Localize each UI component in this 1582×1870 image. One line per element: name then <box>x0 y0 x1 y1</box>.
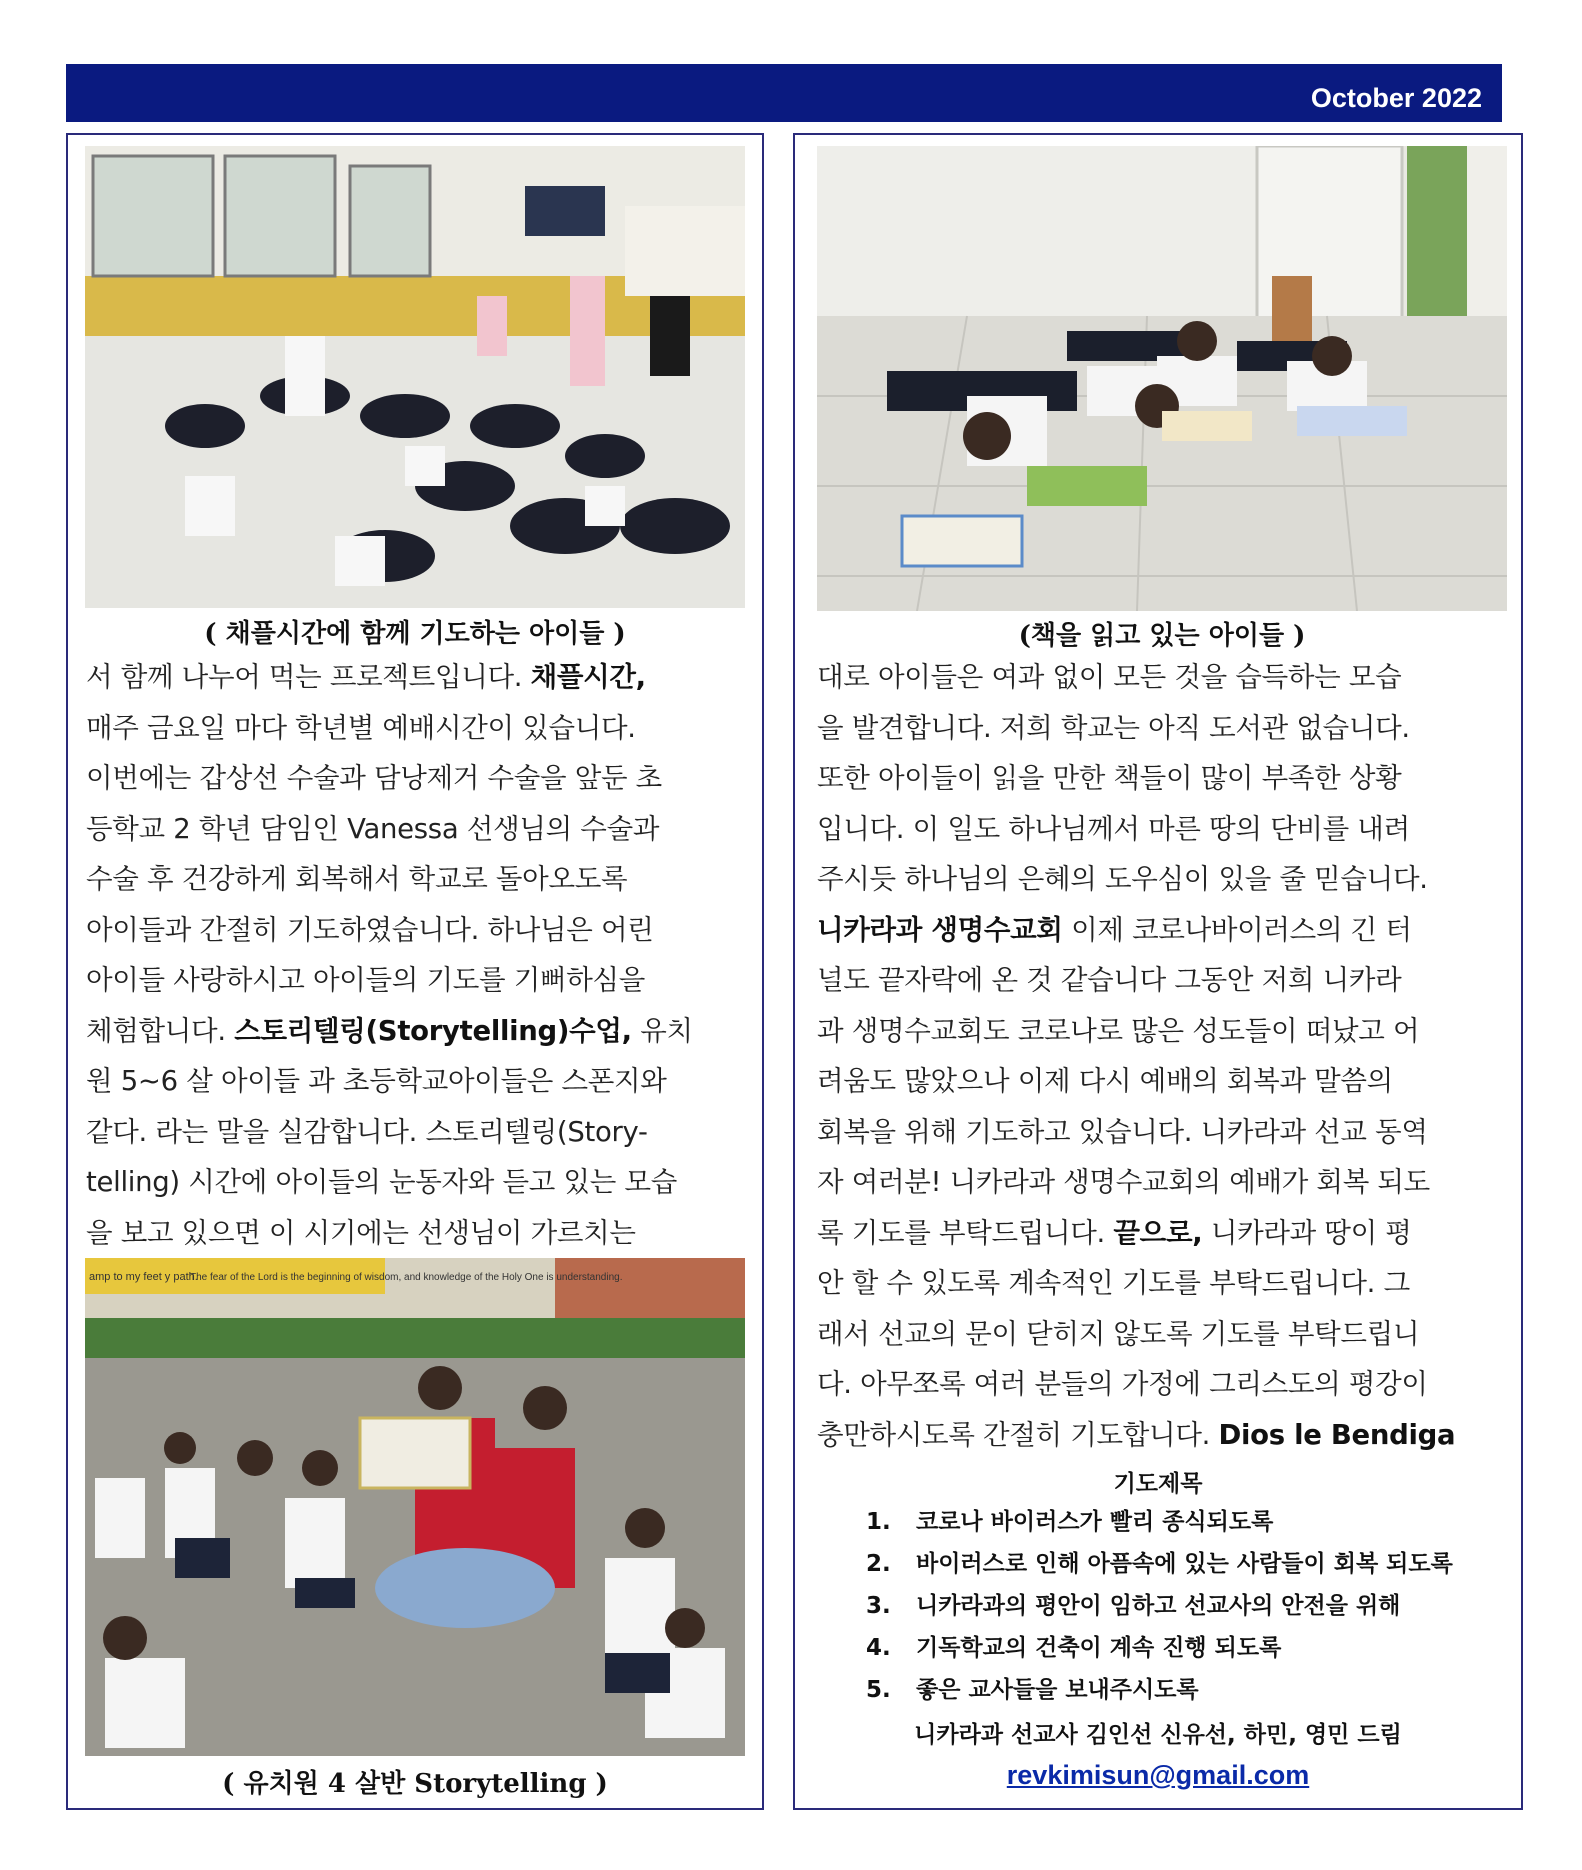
text-line <box>817 1309 1517 1360</box>
prayer-requests-list <box>866 1503 1453 1713</box>
prayer-item-text: 기독학교의 건축이 계속 진행 되도록 <box>916 1635 1282 1661</box>
right-body-paragraph <box>817 652 1517 1460</box>
bold-heading-text: 끝으로, <box>1113 1216 1203 1249</box>
prayer-item-number: 3. <box>866 1593 891 1619</box>
prayer-item <box>866 1671 1453 1713</box>
text-segment: 원 5~6 살 아이들 과 초등학교아이들은 스폰지와 <box>86 1065 667 1097</box>
bold-heading-text: 채플시간, <box>530 661 646 693</box>
text-segment: 체험합니다. <box>86 1014 235 1047</box>
text-line <box>86 804 756 855</box>
prayer-item-text: 바이러스로 인해 아픔속에 있는 사람들이 회복 되도록 <box>916 1551 1453 1577</box>
storytelling-photo <box>85 1258 745 1756</box>
text-line <box>86 1056 756 1107</box>
text-line <box>817 905 1517 956</box>
text-line <box>817 753 1517 804</box>
text-segment: 충만하시도록 간절히 기도합니다. <box>817 1418 1219 1451</box>
text-line <box>817 1359 1517 1410</box>
text-segment: 대로 아이들은 여과 없이 모든 것을 습득하는 모습 <box>817 661 1402 693</box>
header-bar <box>66 64 1502 122</box>
text-line <box>86 955 756 1006</box>
newsletter-date: October 2022 <box>1310 83 1482 113</box>
text-line <box>86 854 756 905</box>
prayer-item <box>866 1503 1453 1545</box>
prayer-item-number: 4. <box>866 1635 891 1661</box>
chapel-photo-caption: ( 채플시간에 함께 기도하는 아이들 ) <box>204 619 626 649</box>
storytelling-photo-caption: ( 유치원 4 살반 Storytelling ) <box>222 1769 608 1799</box>
text-line <box>817 1157 1517 1208</box>
text-segment: 매주 금요일 마다 학년별 예배시간이 있습니다. <box>86 711 636 744</box>
text-line <box>86 1208 756 1259</box>
text-segment: 아이들 사랑하시고 아이들의 기도를 기뻐하심을 <box>86 964 646 996</box>
text-segment: 널도 끝자락에 온 것 같습니다 그동안 저희 니카라 <box>817 964 1402 996</box>
text-segment: 이번에는 갑상선 수술과 담낭제거 수술을 앞둔 초 <box>86 762 662 794</box>
wall-banner-text-2: The fear of the Lord is the beginning of wisdom, and knowledge of the Holy One is understanding. <box>190 1272 623 1283</box>
text-segment: 안 할 수 있도록 계속적인 기도를 부탁드립니다. 그 <box>817 1267 1410 1299</box>
text-segment: 등학교 2 학년 담임인 Vanessa 선생님의 수술과 <box>86 812 660 845</box>
prayer-item <box>866 1545 1453 1587</box>
prayer-item <box>866 1587 1453 1629</box>
text-segment: 회복을 위해 기도하고 있습니다. 니카라과 선교 동역 <box>817 1115 1428 1148</box>
text-line <box>86 905 756 956</box>
text-line <box>817 854 1517 905</box>
wall-banner-text-1: amp to my feet y path. <box>89 1271 198 1283</box>
text-segment: 자 여러분! 니카라과 생명수교회의 예배가 회복 되도 <box>817 1166 1430 1198</box>
prayer-item <box>866 1629 1453 1671</box>
left-body-paragraph <box>86 652 756 1258</box>
text-segment: 과 생명수교회도 코로나로 많은 성도들이 떠났고 어 <box>817 1014 1420 1047</box>
text-segment: telling) 시간에 아이들의 눈동자와 듣고 있는 모습 <box>86 1166 677 1198</box>
text-line <box>817 1410 1517 1461</box>
text-segment: 려움도 많았으나 이제 다시 예배의 회복과 말씀의 <box>817 1065 1393 1097</box>
prayer-item-number: 5. <box>866 1677 891 1703</box>
text-line <box>817 1258 1517 1309</box>
text-line <box>86 703 756 754</box>
text-segment: 이제 코로나바이러스의 긴 터 <box>1062 913 1412 946</box>
text-segment: 록 기도를 부탁드립니다. <box>817 1216 1114 1249</box>
prayer-item-number: 1. <box>866 1509 891 1535</box>
missionary-signature: 니카라과 선교사 김인선 신유선, 하민, 영민 드림 <box>914 1722 1402 1748</box>
text-segment: 수술 후 건강하게 회복해서 학교로 돌아오도록 <box>86 863 628 895</box>
text-line <box>86 753 756 804</box>
text-line <box>817 1107 1517 1158</box>
bold-heading-text: Dios le Bendiga <box>1218 1418 1456 1451</box>
text-segment: 같다. 라는 말을 실감합니다. 스토리텔링(Story- <box>86 1115 648 1148</box>
text-segment: 니카라과 땅이 평 <box>1202 1216 1412 1249</box>
text-segment: 입니다. 이 일도 하나님께서 마른 땅의 단비를 내려 <box>817 812 1410 845</box>
prayer-requests-title: 기도제목 <box>1113 1471 1203 1497</box>
text-segment: 서 함께 나누어 먹는 프로젝트입니다. <box>86 661 531 693</box>
contact-email-link[interactable]: revkimisun@gmail.com <box>1006 1760 1310 1790</box>
text-segment: 유치 <box>631 1014 693 1047</box>
text-segment: 주시듯 하나님의 은혜의 도우심이 있을 줄 믿습니다. <box>817 863 1428 895</box>
text-line <box>817 1208 1517 1259</box>
reading-children-photo <box>817 146 1507 611</box>
text-line <box>817 1006 1517 1057</box>
text-segment: 을 보고 있으면 이 시기에는 선생님이 가르치는 <box>86 1216 636 1249</box>
chapel-prayer-photo <box>85 146 745 608</box>
text-segment: 래서 선교의 문이 닫히지 않도록 기도를 부탁드립니 <box>817 1317 1420 1350</box>
prayer-item-number: 2. <box>866 1551 891 1577</box>
text-segment: 을 발견합니다. 저희 학교는 아직 도서관 없습니다. <box>817 711 1410 744</box>
text-segment: 다. 아무쪼록 여러 분들의 가정에 그리스도의 평강이 <box>817 1368 1428 1400</box>
text-line <box>86 652 756 703</box>
text-line <box>817 804 1517 855</box>
text-line <box>817 652 1517 703</box>
text-line <box>817 1056 1517 1107</box>
text-line <box>86 1157 756 1208</box>
text-line <box>817 955 1517 1006</box>
text-line <box>86 1107 756 1158</box>
bold-heading-text: 스토리텔링(Storytelling)수업, <box>234 1014 632 1047</box>
text-line <box>817 703 1517 754</box>
text-line <box>86 1006 756 1057</box>
prayer-item-text: 좋은 교사들을 보내주시도록 <box>916 1677 1199 1703</box>
text-segment: 또한 아이들이 읽을 만한 책들이 많이 부족한 상황 <box>817 762 1402 794</box>
bold-heading-text: 니카라과 생명수교회 <box>817 913 1063 946</box>
text-segment: 아이들과 간절히 기도하였습니다. 하나님은 어린 <box>86 913 654 946</box>
prayer-item-text: 코로나 바이러스가 빨리 종식되도록 <box>916 1509 1274 1535</box>
prayer-item-text: 니카라과의 평안이 임하고 선교사의 안전을 위해 <box>916 1593 1401 1619</box>
reading-photo-caption: (책을 읽고 있는 아이들 ) <box>1018 621 1306 651</box>
